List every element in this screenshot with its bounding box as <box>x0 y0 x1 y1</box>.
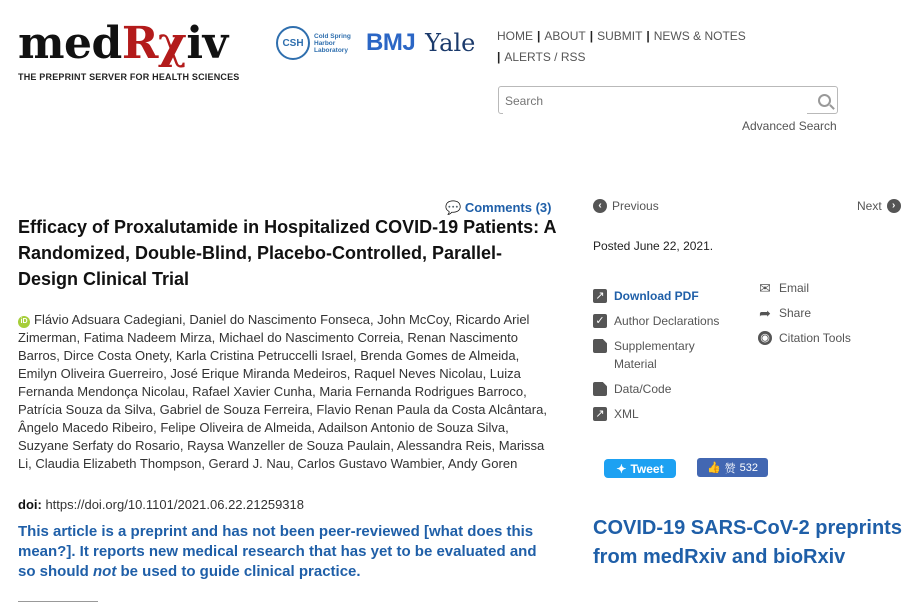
author-declarations-link[interactable]: ✓ Author Declarations <box>593 312 743 330</box>
logo-tagline: THE PREPRINT SERVER FOR HEALTH SCIENCES <box>18 72 240 82</box>
medrxiv-logo[interactable] <box>18 18 240 82</box>
article-tools-left <box>593 287 743 430</box>
data-code-link[interactable]: Data/Code <box>593 380 743 398</box>
bmj-logo[interactable]: BMJ <box>366 29 416 56</box>
top-navigation: HOME | ABOUT | SUBMIT | NEWS & NOTES | ALERTS / RSS <box>497 29 746 64</box>
orcid-icon[interactable]: iD <box>18 316 30 328</box>
external-link-icon: ↗ <box>593 407 607 421</box>
arrow-right-icon: › <box>887 199 901 213</box>
nav-news[interactable]: NEWS & NOTES <box>653 29 746 43</box>
supplementary-material-link[interactable]: Supplementary Material <box>593 337 743 373</box>
nav-alerts[interactable]: ALERTS / RSS <box>504 50 586 64</box>
nav-home[interactable]: HOME <box>497 29 533 43</box>
envelope-icon: ✉ <box>759 280 771 296</box>
author-list <box>18 311 553 473</box>
doi-label: doi: <box>18 497 42 512</box>
nav-submit[interactable]: SUBMIT <box>597 29 643 43</box>
authors-text: Flávio Adsuara Cadegiani, Daniel do Nascimento Fonseca, John McCoy, Ricardo Ariel Zimerman, Fatima Nadeem Mirza, Michael do Nascimento Correia, Renan Nascimento Barros, Dirce Costa Onety, Karla Cristina Petruccelli Israel, Brenda Gomes de Almeida, Emilyn Oliveira Guerreiro, José Erique Miranda Medeiros, Raquel Neves Nicolau, Luiza Fernanda Mendonça Nicolau, Rafael Xavier Cunha, Maria Fernanda Rodrigues Barroco, Patrícia Souza da Silva, Gabriel de Souza Ferreira, Flavio Renan Paula da Costa Alcântara, Ângelo Macedo Ribeiro, Felipe Oliveira de Almeida, Adailson Antonio de Souza Silva, Suzyane Serfaty do Rosario, Raysa Wanzeller de Souza Paulain, Alessandra Reis, Marissa Li, Claudia Elizabeth Thompson, Gerard J. Nau, Carlos Gustavo Wambier, Andy Goren <box>18 312 547 471</box>
csh-circle-icon: CSH <box>276 26 310 60</box>
article-tools-right <box>758 279 908 354</box>
document-icon <box>593 382 607 396</box>
like-count: 532 <box>739 461 759 474</box>
covid-preprints-link[interactable]: COVID-19 SARS-CoV-2 preprints from medRxiv and bioRxiv <box>593 517 902 568</box>
doi-line <box>18 497 304 512</box>
previous-link[interactable]: ‹ Previous <box>593 199 659 213</box>
external-link-icon: ↗ <box>593 289 607 303</box>
document-icon <box>593 339 607 353</box>
logo-wordmark: medRχiv <box>18 18 228 69</box>
doi-link[interactable]: https://doi.org/10.1101/2021.06.22.21259318 <box>45 497 304 512</box>
divider <box>18 601 98 602</box>
citation-tools-link[interactable]: ◉ Citation Tools <box>758 329 908 347</box>
thumbs-up-icon: 👍 <box>706 462 721 474</box>
article-title: Efficacy of Proxalutamide in Hospitalized COVID-19 Patients: A Randomized, Double-Blind, Placebo-Controlled, Parallel-Design Clinical Trial <box>18 217 556 289</box>
checkbox-icon: ✓ <box>593 314 607 328</box>
globe-icon: ◉ <box>758 331 772 345</box>
share-link[interactable]: ➦ Share <box>759 305 812 321</box>
comments-link[interactable]: 💬 Comments (3) <box>445 200 552 215</box>
facebook-like-button[interactable]: 👍 赞 532 <box>697 458 768 477</box>
twitter-bird-icon: ✦ <box>616 461 627 476</box>
tweet-button[interactable]: ✦ Tweet <box>604 459 676 478</box>
next-link[interactable]: Next › <box>857 199 901 213</box>
arrow-left-icon: ‹ <box>593 199 607 213</box>
posted-date: Posted June 22, 2021. <box>593 239 714 253</box>
csh-logo[interactable] <box>276 26 356 60</box>
share-icon: ➦ <box>759 305 771 321</box>
download-pdf-link[interactable]: ↗ Download PDF <box>593 287 743 305</box>
search-box <box>498 86 838 114</box>
comment-icon: 💬 <box>445 200 462 215</box>
xml-link[interactable]: ↗ XML <box>593 405 743 423</box>
email-link[interactable]: ✉ Email <box>759 280 810 296</box>
advanced-search-link[interactable]: Advanced Search <box>742 119 837 133</box>
search-input[interactable] <box>503 88 807 114</box>
yale-logo[interactable]: Yale <box>425 29 476 57</box>
preprint-notice: This article is a preprint and has not been peer-reviewed [what does this mean?]. It reports new medical research that has yet to be evaluated and so should not be used to guide clinical practice. <box>18 523 537 580</box>
search-icon[interactable] <box>818 94 831 107</box>
partner-logos <box>276 26 475 60</box>
nav-about[interactable]: ABOUT <box>544 29 586 43</box>
csh-text: Cold Spring Harbor Laboratory <box>314 32 351 54</box>
